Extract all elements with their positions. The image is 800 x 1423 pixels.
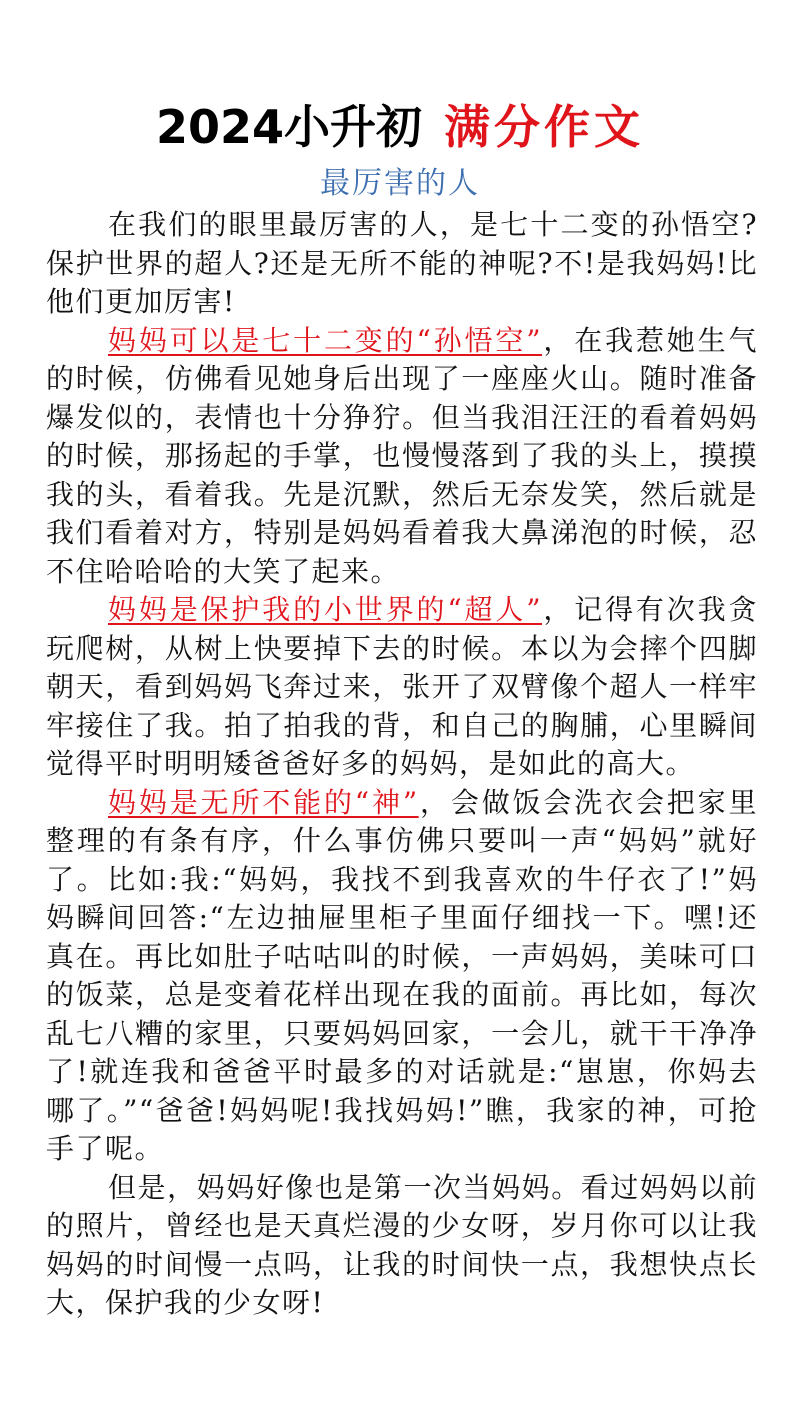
paragraph-3-text: ，记得有次我贪玩爬树，从树上快要掉下去的时候。本以为会摔个四脚朝天，看到妈妈飞奔过来，张开了双臂像个超人一样牢牢接住了我。拍了拍我的背，和自己的胸脯，心里瞬间觉得平时明明矮爸爸好多的妈妈，是如此的高大。 [46, 593, 758, 780]
page-title [0, 96, 800, 158]
paragraph-2-highlight: 妈妈可以是七十二变的“孙悟空” [108, 323, 543, 357]
paragraph-4-highlight: 妈妈是无所不能的“神” [108, 785, 419, 819]
paragraph-1 [46, 206, 758, 322]
paragraph-4 [46, 784, 758, 1169]
paragraph-2 [46, 322, 758, 592]
paragraph-5-text: 但是，妈妈好像也是第一次当妈妈。看过妈妈以前的照片，曾经也是天真烂漫的少女呀，岁月你可以让我妈妈的时间慢一点吗，让我的时间快一点，我想快点长大，保护我的少女呀! [46, 1170, 758, 1319]
paragraph-3 [46, 591, 758, 784]
paragraph-4-text: ，会做饭会洗衣会把家里整理的有条有序，什么事仿佛只要叫一声“妈妈”就好了。比如:我:“妈妈，我找不到我喜欢的牛仔衣了!”妈妈瞬间回答:“左边抽屉里柜子里面仔细找一下。嘿!还真在。再比如肚子咕咕叫的时候，一声妈妈，美味可口的饭菜，总是变着花样出现在我的面前。再比如，每次乱七八糟的家里，只要妈妈回家，一会儿，就干干净净了!就连我和爸爸平时最多的对话就是:“崽崽，你妈去哪了。”“爸爸!妈妈呢!我找妈妈!”瞧，我家的神，可抢手了呢。 [46, 785, 758, 1165]
paragraph-2-text: ，在我惹她生气的时候，仿佛看见她身后出现了一座座火山。随时准备爆发似的，表情也十分狰狞。但当我泪汪汪的看着妈妈的时候，那扬起的手掌，也慢慢落到了我的头上，摸摸我的头，看着我。先是沉默，然后无奈发笑，然后就是我们看着对方，特别是妈妈看着我大鼻涕泡的时候，忍不住哈哈哈的大笑了起来。 [46, 323, 758, 588]
essay-subtitle: 最厉害的人 [320, 166, 480, 201]
essay-body [46, 206, 758, 1323]
title-highlight-text: 满分作文 [444, 100, 645, 154]
paragraph-1-text: 在我们的眼里最厉害的人，是七十二变的孙悟空?保护世界的超人?还是无所不能的神呢?不!是我妈妈!比他们更加厉害! [46, 208, 758, 318]
paragraph-5 [46, 1169, 758, 1323]
title-year-text: 2024小升初 [155, 100, 423, 154]
paragraph-3-highlight: 妈妈是保护我的小世界的“超人” [108, 593, 543, 626]
